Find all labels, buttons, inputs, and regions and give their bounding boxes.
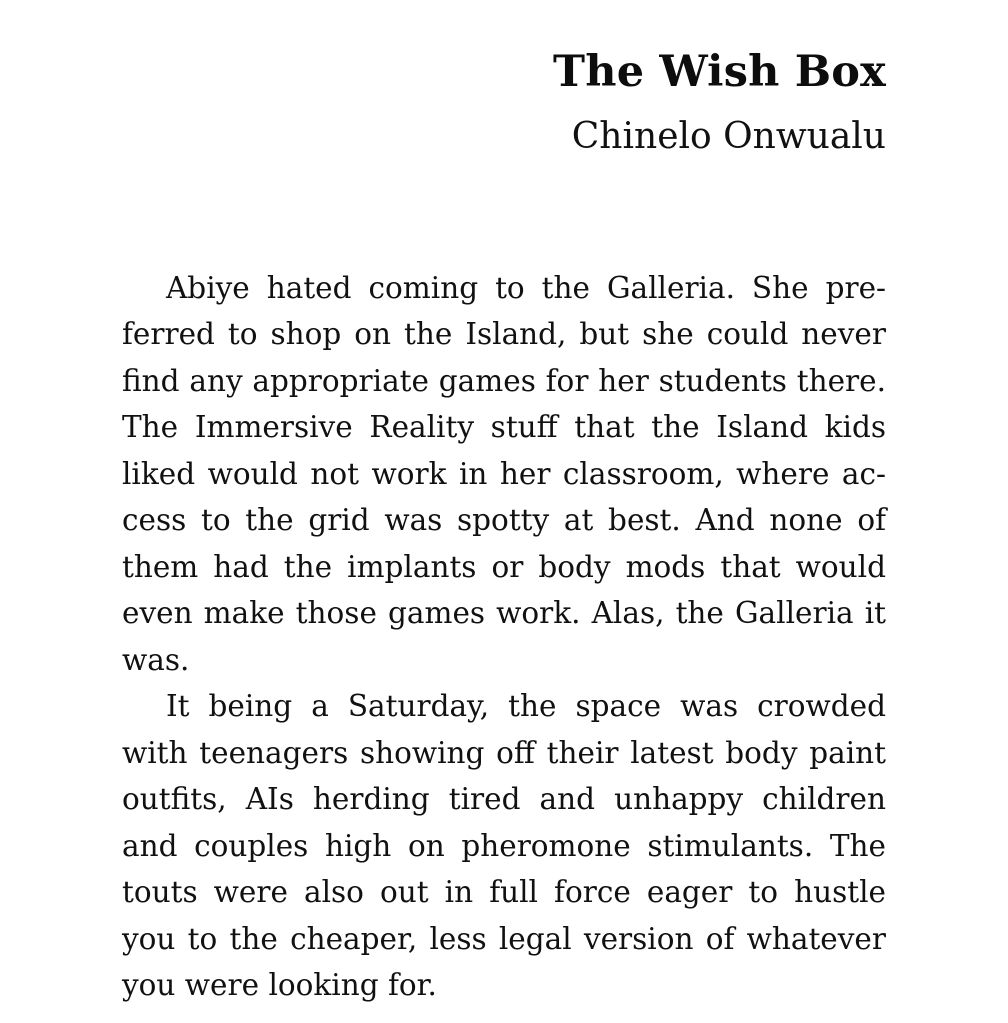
paragraph: It being a Saturday, the space was crowded with teenagers showing off their latest body paint outfits, AIs herding tired and unhappy children and couples high on pheromone stimulants. The touts were also out in full force eager to hustle you to the cheaper, less legal version of whatever you were looking for.: [122, 689, 886, 1003]
paragraph: Abiye hated coming to the Galleria. She preferred to shop on the Island, but she could never find any appropriate games for her students there. The Immersive Reality stuff that the Island kids liked would not work in her classroom, where access to the grid was spotty at best. And none of them had the implants or body mods that would even make those games work. Alas, the Galleria it was.: [122, 270, 886, 677]
page-content: [122, 0, 886, 1009]
page-title: The Wish Box: [553, 47, 886, 97]
body-text: [122, 265, 886, 1009]
author-name: Chinelo Onwualu: [571, 116, 886, 158]
